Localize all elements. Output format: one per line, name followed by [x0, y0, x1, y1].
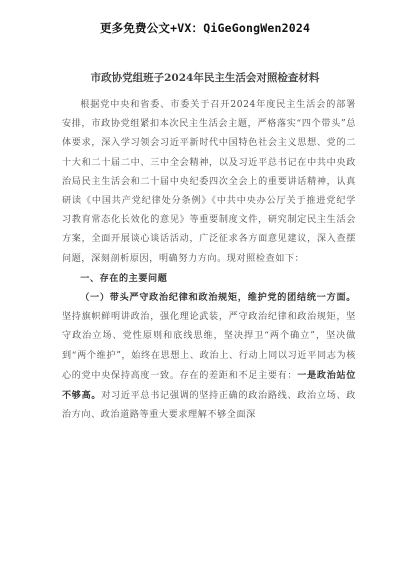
promo-header: 更多免费公文+VX：QiGeGongWen2024 [99, 21, 311, 35]
subsection-heading: （一）带头严守政治纪律和政治规矩，维护党的团结统一方面。 [80, 292, 356, 304]
subsection-text: 坚持旗帜鲜明讲政治，强化理论武装，严守政治纪律和政治规矩，坚守政治立场、党性原则和底线思维，坚决捍卫“两个确立”，坚决做到“两个维护”，始终在思想上、政治上、行动上同以习近平同志为核心的党中央保持高度一致。存在的差距和不足主要有： [62, 312, 356, 381]
document-title: 市政协党组班子2024年民主生活会对照检查材料 [90, 72, 320, 84]
point-text: 对习近平总书记强调的坚持正确的政治路线、政治立场、政治方向、政治道路等重大要求理解不够全面深 [62, 391, 356, 421]
point-heading: 一是政治站位不够高。 [62, 369, 356, 402]
subsection-paragraph [62, 288, 356, 425]
section-heading: 一、存在的主要问题 [80, 272, 168, 284]
intro-paragraph: 根据党中央和省委、市委关于召开2024年度民主生活会的部署安排，市政协党组紧扣本次民主生活会主题，严格落实“四个带头”总体要求，深入学习领会习近平新时代中国特色社会主义思想、党的二十大和二十届二中、三中全会精神，以及习近平总书记在中共中央政治局民主生活会和二十届中央纪委四次全会上的重要讲话精神，认真研读《中国共产党纪律处分条例》《中共中央办公厅关于推进党纪学习教育常态化长效化的意见》等重要制度文件，研究制定民主生活会方案，全面开展谈心谈话活动，广泛征求各方面意见建议，深入查摆问题，深刻剖析原因，明确努力方向。现对照检查如下： [62, 100, 356, 264]
document-body [62, 96, 356, 425]
